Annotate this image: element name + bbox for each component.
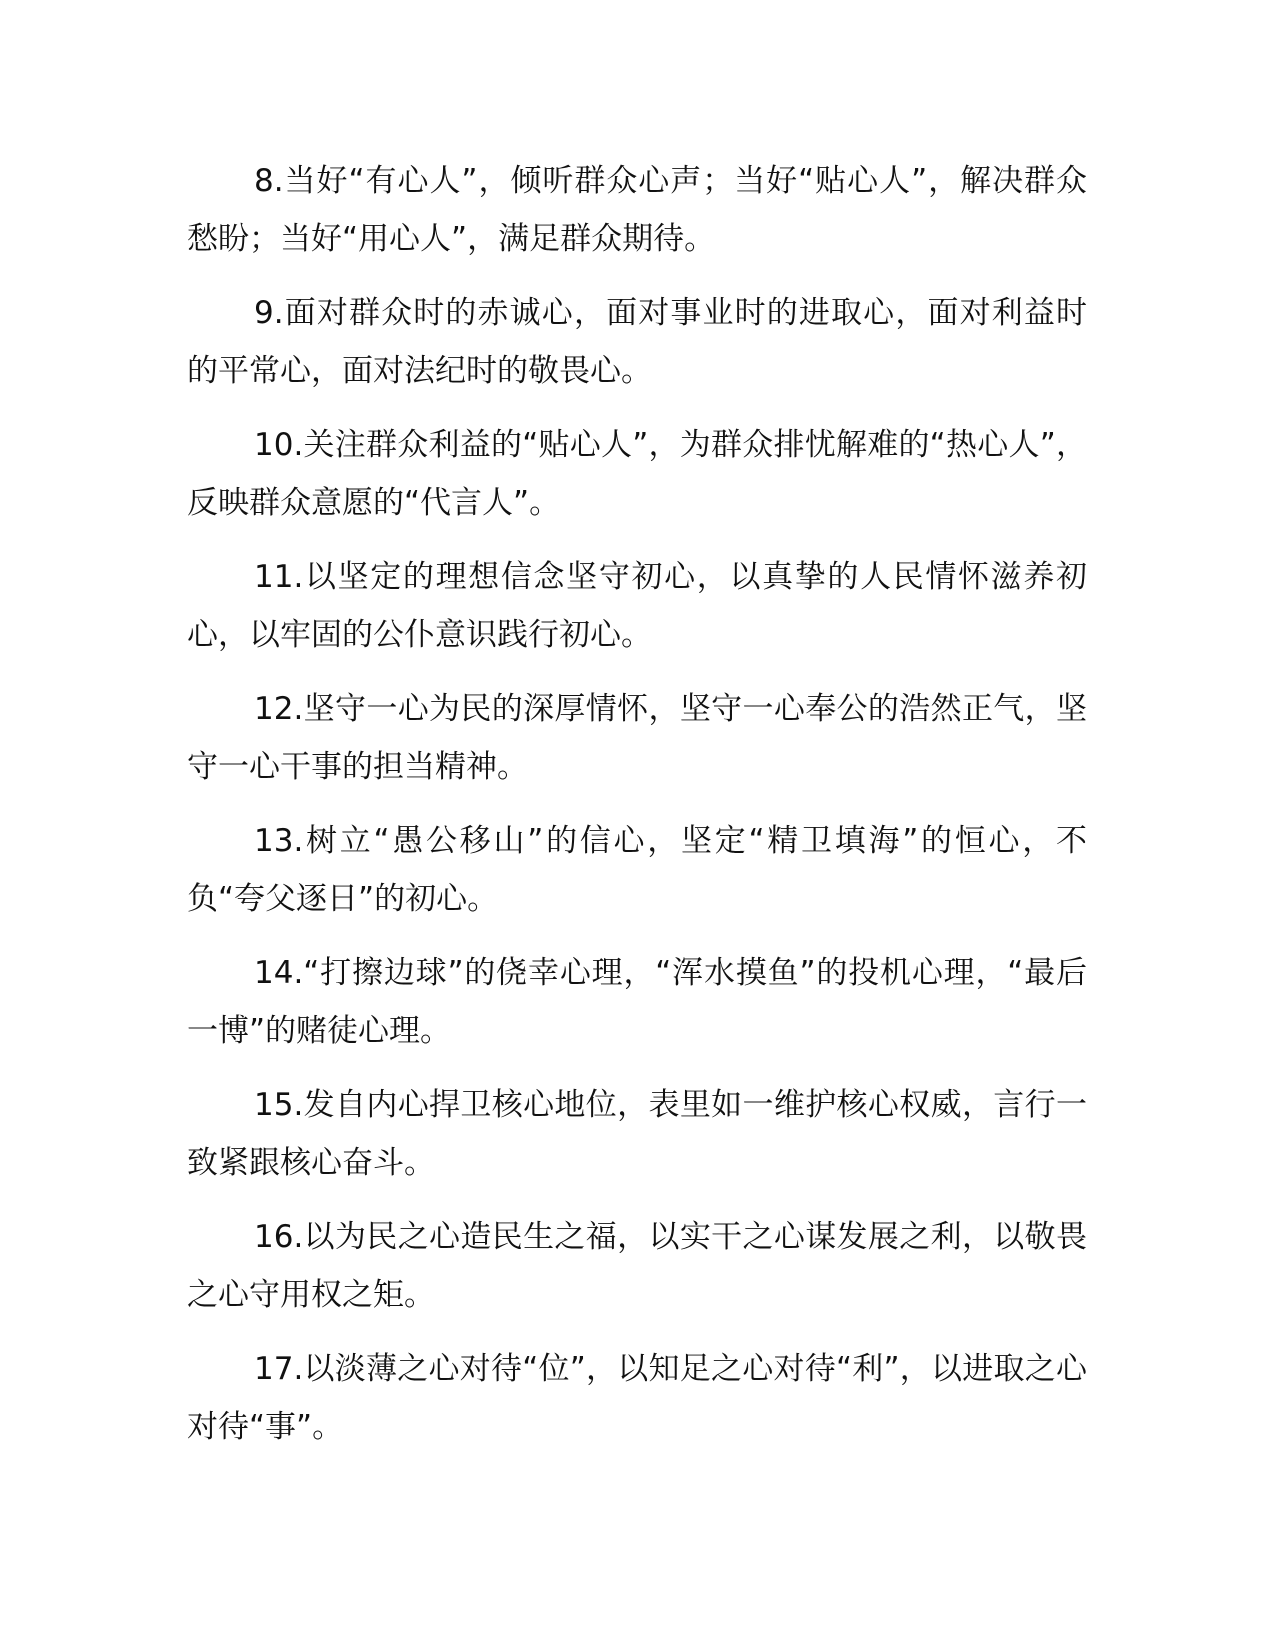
paragraph-17: 17.以淡薄之心对待“位”，以知足之心对待“利”，以进取之心对待“事”。: [187, 1351, 1087, 1445]
paragraph-13: 13.树立“愚公移山”的信心，坚定“精卫填海”的恒心，不负“夸父逐日”的初心。: [187, 823, 1087, 917]
paragraph-16: 16.以为民之心造民生之福，以实干之心谋发展之利，以敬畏之心守用权之矩。: [187, 1219, 1087, 1313]
paragraph-9: 9.面对群众时的赤诚心，面对事业时的进取心，面对利益时的平常心，面对法纪时的敬畏心。: [187, 295, 1087, 389]
paragraph-14: 14.“打擦边球”的侥幸心理，“浑水摸鱼”的投机心理，“最后一博”的赌徒心理。: [187, 955, 1087, 1049]
paragraph-10: 10.关注群众利益的“贴心人”，为群众排忧解难的“热心人”，反映群众意愿的“代言人”。: [187, 427, 1087, 521]
paragraph-15: 15.发自内心捍卫核心地位，表里如一维护核心权威，言行一致紧跟核心奋斗。: [187, 1087, 1087, 1181]
document-body: [187, 152, 1087, 1472]
paragraph-8: 8.当好“有心人”，倾听群众心声；当好“贴心人”，解决群众愁盼；当好“用心人”，满足群众期待。: [187, 163, 1087, 257]
paragraph-11: 11.以坚定的理想信念坚守初心，以真挚的人民情怀滋养初心，以牢固的公仆意识践行初心。: [187, 559, 1087, 653]
paragraph-12: 12.坚守一心为民的深厚情怀，坚守一心奉公的浩然正气，坚守一心干事的担当精神。: [187, 691, 1087, 785]
